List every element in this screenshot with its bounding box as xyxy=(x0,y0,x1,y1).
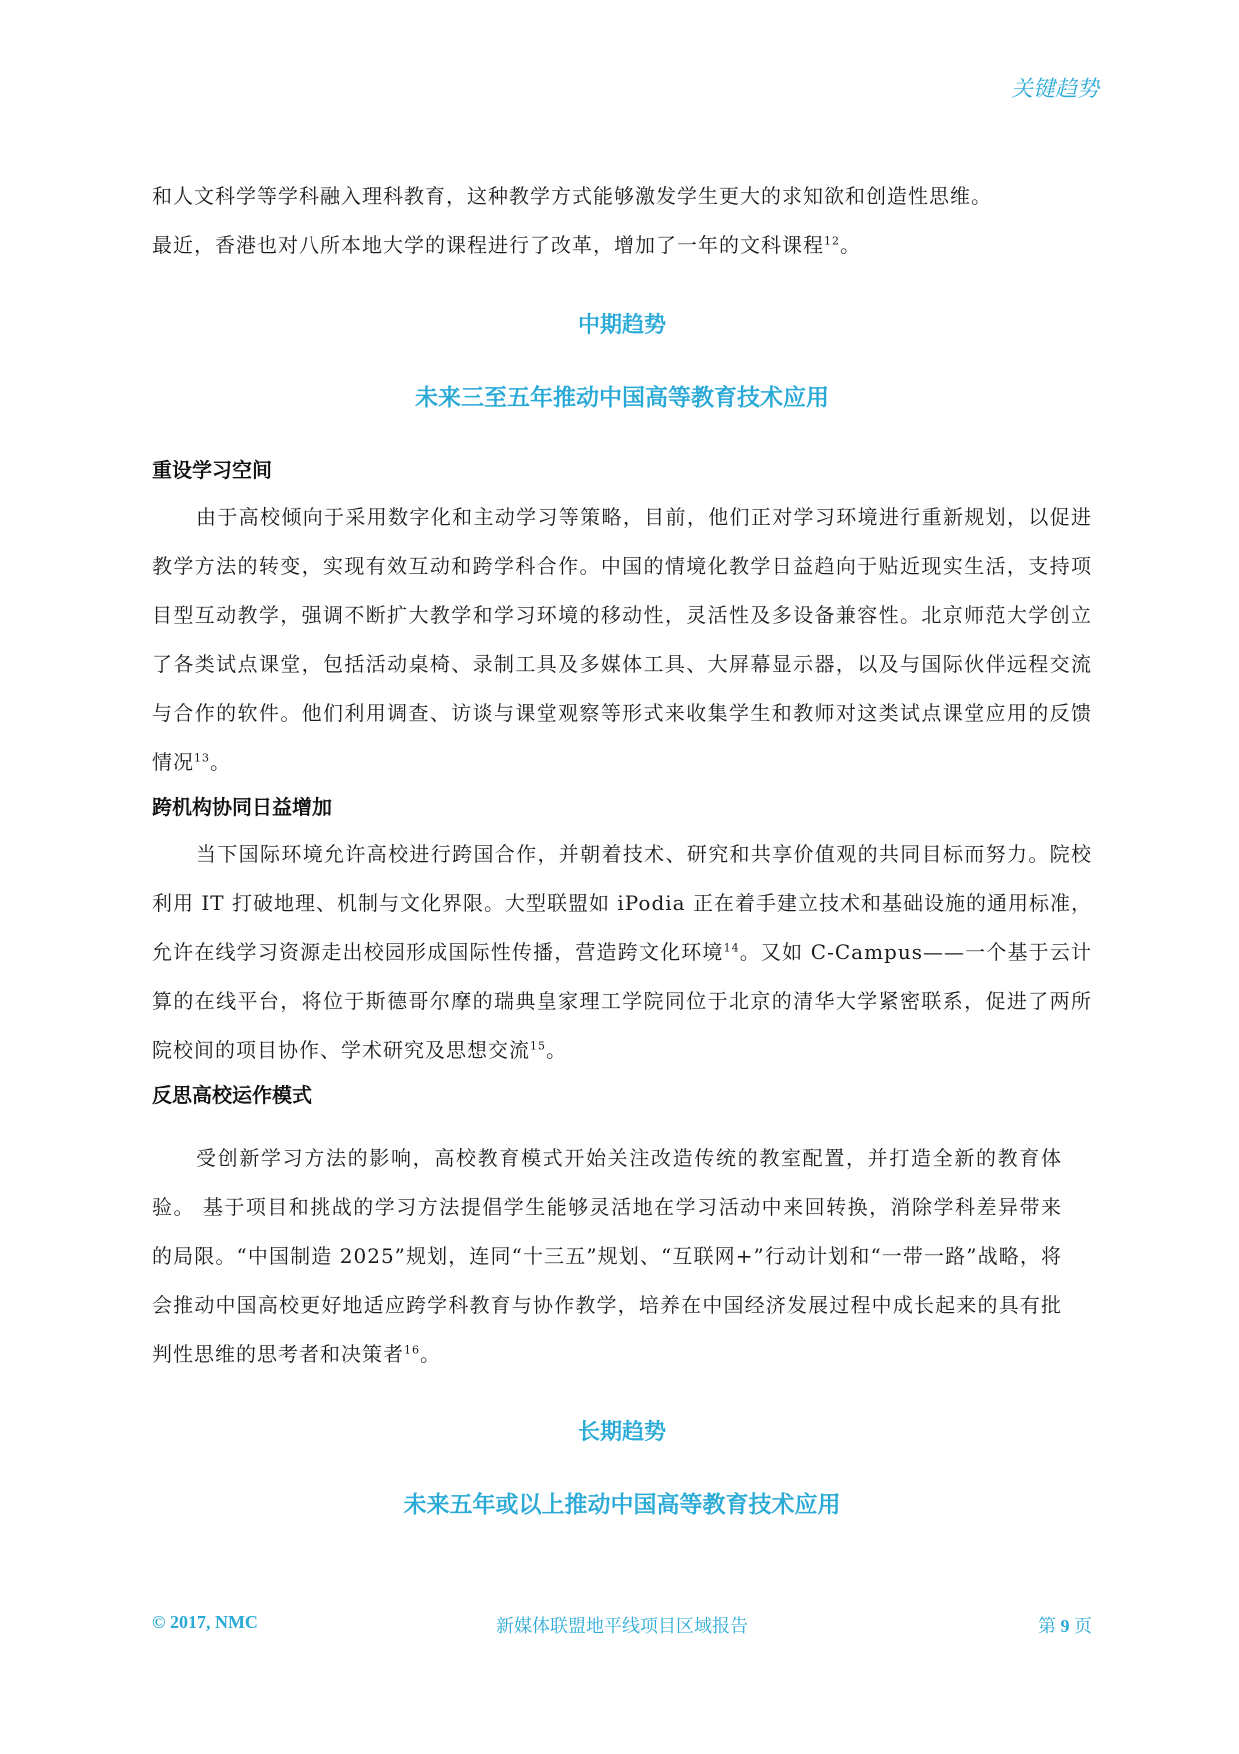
section-text-end: 。 xyxy=(210,750,231,774)
long-term-heading: 长期趋势 xyxy=(577,1420,666,1445)
section-text: 。又如 C-Campus——一个基于云计算的在线平台，将位于斯德哥尔摩的瑞典皇家理工学院同位于北京的清华大学紧密联系，促进了两所院校间的项目协作、学术研究及思想交流 xyxy=(152,940,1092,1062)
section-text-end: 。 xyxy=(420,1342,441,1366)
intro-line-1: 和人文科学等学科融入理科教育，这种教学方式能够激发学生更大的求知欲和创造性思维。 xyxy=(152,184,992,208)
mid-term-subheading: 未来三至五年推动中国高等教育技术应用 xyxy=(415,385,829,411)
intro-line-2: 最近，香港也对八所本地大学的课程进行了改革，增加了一年的文科课程 xyxy=(152,233,824,257)
footer-report-title: 新媒体联盟地平线项目区域报告 xyxy=(496,1616,748,1636)
section-title-learning-space: 重设学习空间 xyxy=(152,458,272,482)
intro-line-2-end: 。 xyxy=(840,233,861,257)
page-suffix: 页 xyxy=(1069,1616,1092,1636)
footnote-ref: 13 xyxy=(194,751,210,765)
section-title-rethink-models: 反思高校运作模式 xyxy=(152,1083,312,1107)
page-content xyxy=(152,172,1092,1519)
running-header: 关键趋势 xyxy=(1010,77,1099,102)
section-body-learning-space xyxy=(152,493,1092,787)
mid-term-heading: 中期趋势 xyxy=(577,313,666,338)
section-text-end: 。 xyxy=(546,1038,567,1062)
long-term-subheading: 未来五年或以上推动中国高等教育技术应用 xyxy=(403,1492,841,1518)
footnote-ref: 12 xyxy=(824,234,840,248)
section-title-cross-institution: 跨机构协同日益增加 xyxy=(152,795,332,819)
intro-paragraph xyxy=(152,172,1092,270)
footnote-ref: 14 xyxy=(723,941,740,955)
footnote-ref: 16 xyxy=(404,1343,420,1357)
section-text: 由于高校倾向于采用数字化和主动学习等策略，目前，他们正对学习环境进行重新规划，以促进教学方法的转变，实现有效互动和跨学科合作。中国的情境化教学日益趋向于贴近现实生活，支持项目型互动教学，强调不断扩大教学和学习环境的移动性，灵活性及多设备兼容性。北京师范大学创立了各类试点课堂，包括活动桌椅、录制工具及多媒体工具、大屏幕显示器，以及与国际伙伴远程交流与合作的软件。他们利用调查、访谈与课堂观察等形式来收集学生和教师对这类试点课堂应用的反馈情况 xyxy=(152,505,1092,774)
page-prefix: 第 xyxy=(1038,1616,1061,1636)
page-number: 9 xyxy=(1060,1616,1070,1636)
footer-copyright: © 2017, NMC xyxy=(152,1612,258,1632)
footnote-ref: 15 xyxy=(530,1039,546,1053)
footer-page-number xyxy=(1038,1612,1092,1638)
section-text: 受创新学习方法的影响，高校教育模式开始关注改造传统的教室配置，并打造全新的教育体验。 基于项目和挑战的学习方法提倡学生能够灵活地在学习活动中来回转换，消除学科差异带来的局限。“中国制造 2025”规划，连同“十三五”规划、“互联网+”行动计划和“一带一路”战略，将会推动中国高校更好地适应跨学科教育与协作教学，培养在中国经济发展过程中成长起来的具有批判性思维的思考者和决策者 xyxy=(152,1146,1062,1366)
section-body-rethink-models xyxy=(152,1134,1062,1379)
section-body-cross-institution xyxy=(152,830,1092,1075)
section-text: 当下国际环境允许高校进行跨国合作，并朝着技术、研究和共享价值观的共同目标而努力。院校利用 IT 打破地理、机制与文化界限。大型联盟如 iPodia 正在着手建立技术和基础设施的通用标准，允许在线学习资源走出校园形成国际性传播，营造跨文化环境 xyxy=(152,842,1092,964)
